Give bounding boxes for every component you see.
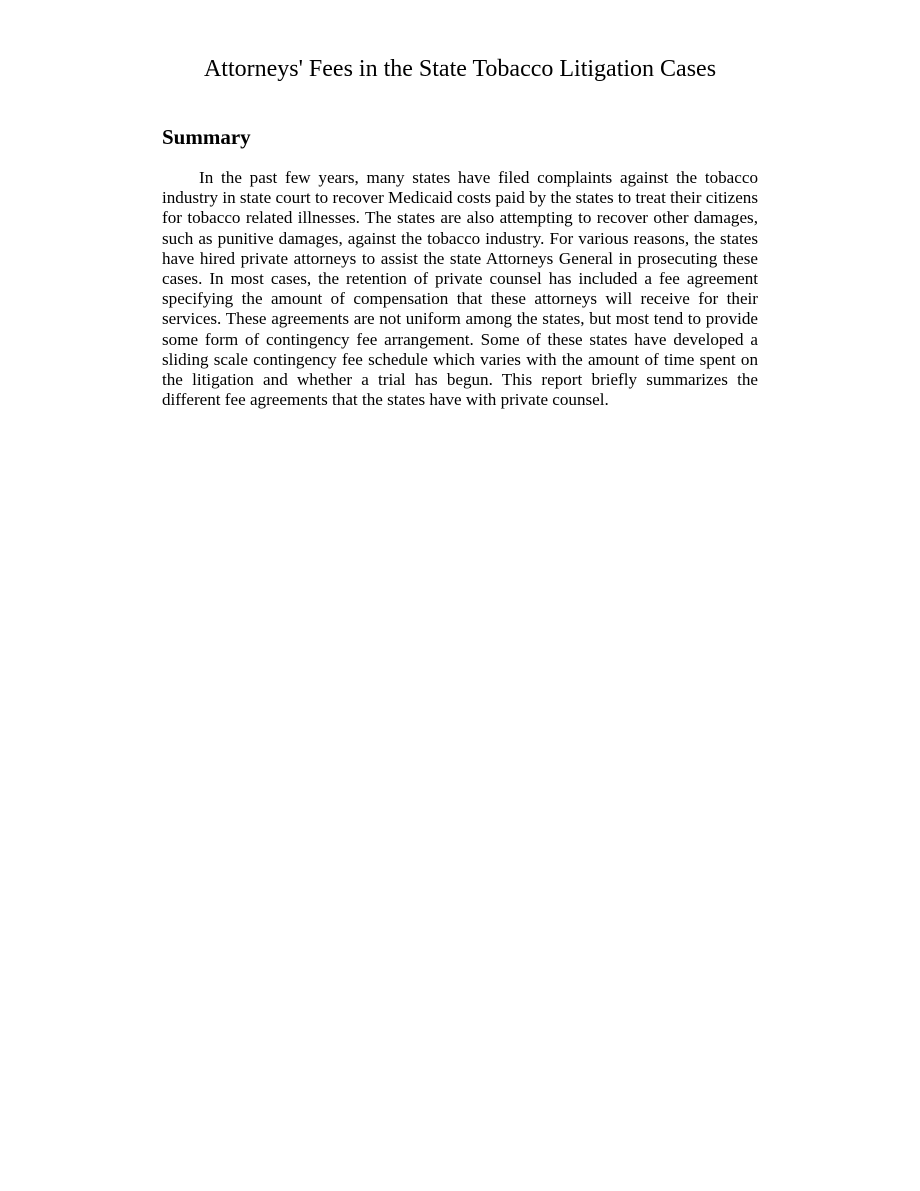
document-title: Attorneys' Fees in the State Tobacco Litigation Cases xyxy=(203,56,717,82)
section-heading-summary: Summary xyxy=(162,125,251,149)
summary-paragraph: In the past few years, many states have filed complaints against the tobacco industry in state court to recover Medicaid costs paid by the states to treat their citizens for tobacco related illnesses. The states are also attempting to recover other damages, such as punitive damages, against the tobacco industry. For various reasons, the states have hired private attorneys to assist the state Attorneys General in prosecuting these cases. In most cases, the retention of private counsel has included a fee agreement specifying the amount of compensation that these attorneys will receive for their services. These agreements are not uniform among the states, but most tend to provide some form of contingency fee arrangement. Some of these states have developed a sliding scale contingency fee schedule which varies with the amount of time spent on the litigation and whether a trial has begun. This report briefly summarizes the different fee agreements that the states have with private counsel. xyxy=(162,168,758,410)
